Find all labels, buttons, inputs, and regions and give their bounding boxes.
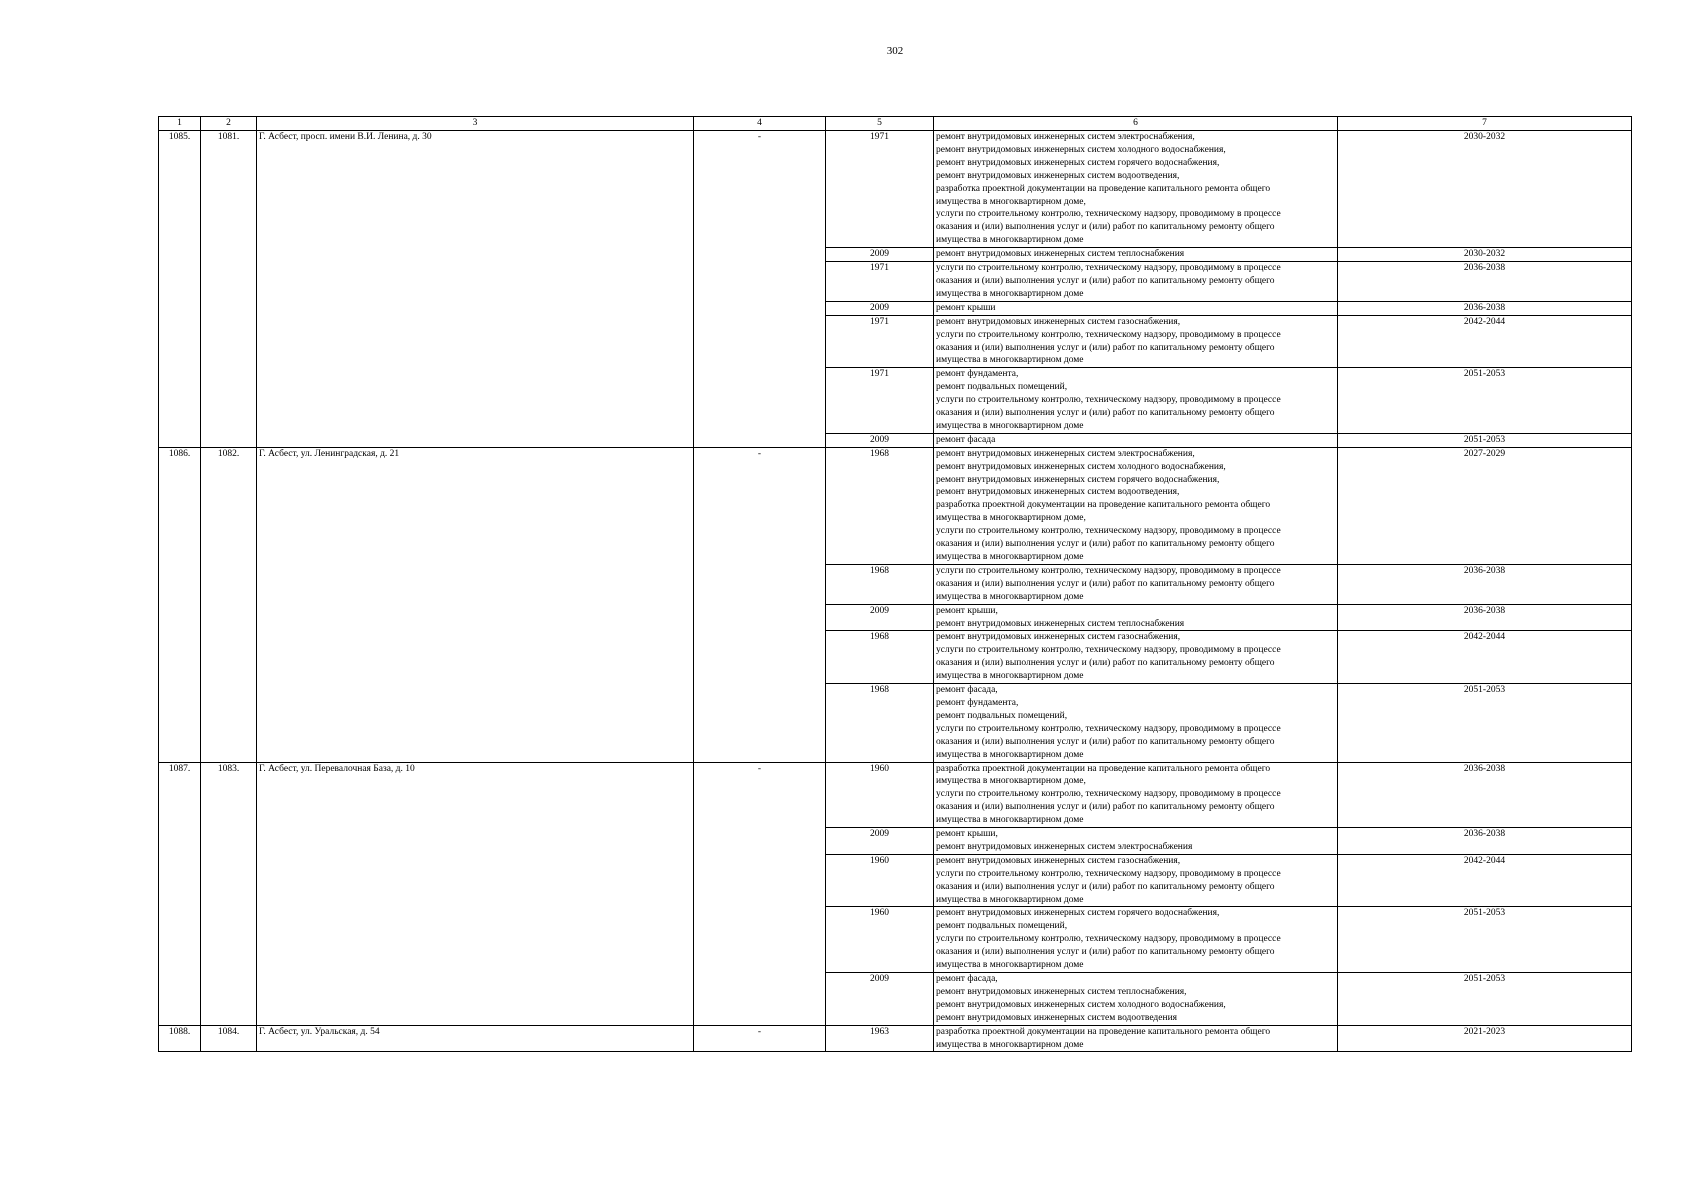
column-number-header: 3 <box>257 117 694 131</box>
column-4-cell: - <box>694 1025 826 1052</box>
works-cell: ремонт внутридомовых инженерных систем газоснабжения, услуги по строительному контролю, техническому надзору, проводимому в процессе оказания и (или) выполнения услуг и (или) работ по капитальному ремонту общего имущества в многоквартирном доме <box>934 631 1338 684</box>
period-cell: 2042-2044 <box>1338 315 1632 368</box>
year-cell: 1968 <box>826 564 934 604</box>
column-number-header: 2 <box>201 117 257 131</box>
year-cell: 1960 <box>826 907 934 973</box>
works-cell: ремонт фасада, ремонт фундамента, ремонт подвальных помещений, услуги по строительному контролю, техническому надзору, проводимому в процессе оказания и (или) выполнения услуг и (или) работ по капитальному ремонту общего имущества в многоквартирном доме <box>934 684 1338 762</box>
page-number: 302 <box>886 45 904 57</box>
address-cell: Г. Асбест, ул. Ленинградская, д. 21 <box>257 447 694 762</box>
period-cell: 2021-2023 <box>1338 1025 1632 1052</box>
works-cell: ремонт внутридомовых инженерных систем теплоснабжения <box>934 248 1338 262</box>
works-cell: ремонт крыши <box>934 301 1338 315</box>
year-cell: 2009 <box>826 604 934 631</box>
year-cell: 1971 <box>826 315 934 368</box>
row-number-cell: 1088. <box>159 1025 201 1052</box>
column-4-cell: - <box>694 762 826 1025</box>
table-row <box>159 1025 1632 1052</box>
row-number-cell: 1086. <box>159 447 201 762</box>
row-number-cell: 1085. <box>159 131 201 448</box>
capital-repair-table <box>158 116 1632 1052</box>
works-cell: ремонт внутридомовых инженерных систем горячего водоснабжения, ремонт подвальных помещений, услуги по строительному контролю, техническому надзору, проводимому в процессе оказания и (или) выполнения услуг и (или) работ по капитальному ремонту общего имущества в многоквартирном доме <box>934 907 1338 973</box>
period-cell: 2051-2053 <box>1338 973 1632 1026</box>
year-cell: 1968 <box>826 631 934 684</box>
year-cell: 2009 <box>826 973 934 1026</box>
table-row <box>159 762 1632 828</box>
column-number-row <box>159 117 1632 131</box>
works-cell: ремонт фасада, ремонт внутридомовых инженерных систем теплоснабжения, ремонт внутридомовых инженерных систем холодного водоснабжения, ремонт внутридомовых инженерных систем водоотведения <box>934 973 1338 1026</box>
year-cell: 2009 <box>826 248 934 262</box>
column-number-header: 4 <box>694 117 826 131</box>
column-4-cell: - <box>694 447 826 762</box>
year-cell: 2009 <box>826 301 934 315</box>
column-number-header: 6 <box>934 117 1338 131</box>
works-cell: ремонт внутридомовых инженерных систем электроснабжения, ремонт внутридомовых инженерных систем холодного водоснабжения, ремонт внутридомовых инженерных систем горячего водоснабжения, ремонт внутридомовых инженерных систем водоотведения, разработка проектной документации на проведение капитального ремонта общего имущества в многоквартирном доме, услуги по строительному контролю, техническому надзору, проводимому в процессе оказания и (или) выполнения услуг и (или) работ по капитальному ремонту общего имущества в многоквартирном доме <box>934 131 1338 248</box>
period-cell: 2036-2038 <box>1338 564 1632 604</box>
period-cell: 2042-2044 <box>1338 854 1632 907</box>
year-cell: 2009 <box>826 828 934 855</box>
period-cell: 2036-2038 <box>1338 762 1632 828</box>
year-cell: 1971 <box>826 368 934 434</box>
works-cell: ремонт крыши, ремонт внутридомовых инженерных систем теплоснабжения <box>934 604 1338 631</box>
period-cell: 2036-2038 <box>1338 301 1632 315</box>
table-row <box>159 131 1632 248</box>
house-number-cell: 1083. <box>201 762 257 1025</box>
works-cell: ремонт внутридомовых инженерных систем электроснабжения, ремонт внутридомовых инженерных систем холодного водоснабжения, ремонт внутридомовых инженерных систем горячего водоснабжения, ремонт внутридомовых инженерных систем водоотведения, разработка проектной документации на проведение капитального ремонта общего имущества в многоквартирном доме, услуги по строительному контролю, техническому надзору, проводимому в процессе оказания и (или) выполнения услуг и (или) работ по капитальному ремонту общего имущества в многоквартирном доме <box>934 447 1338 564</box>
works-cell: услуги по строительному контролю, техническому надзору, проводимому в процессе оказания и (или) выполнения услуг и (или) работ по капитальному ремонту общего имущества в многоквартирном доме <box>934 564 1338 604</box>
table-row <box>159 447 1632 564</box>
year-cell: 1960 <box>826 762 934 828</box>
column-number-header: 7 <box>1338 117 1632 131</box>
address-cell: Г. Асбест, ул. Уральская, д. 54 <box>257 1025 694 1052</box>
works-cell: ремонт фасада <box>934 433 1338 447</box>
works-cell: ремонт фундамента, ремонт подвальных помещений, услуги по строительному контролю, техническому надзору, проводимому в процессе оказания и (или) выполнения услуг и (или) работ по капитальному ремонту общего имущества в многоквартирном доме <box>934 368 1338 434</box>
year-cell: 1968 <box>826 447 934 564</box>
period-cell: 2030-2032 <box>1338 131 1632 248</box>
period-cell: 2036-2038 <box>1338 262 1632 302</box>
year-cell: 1971 <box>826 131 934 248</box>
period-cell: 2042-2044 <box>1338 631 1632 684</box>
works-cell: ремонт внутридомовых инженерных систем газоснабжения, услуги по строительному контролю, техническому надзору, проводимому в процессе оказания и (или) выполнения услуг и (или) работ по капитальному ремонту общего имущества в многоквартирном доме <box>934 854 1338 907</box>
year-cell: 1960 <box>826 854 934 907</box>
address-cell: Г. Асбест, ул. Перевалочная База, д. 10 <box>257 762 694 1025</box>
year-cell: 1968 <box>826 684 934 762</box>
works-cell: услуги по строительному контролю, техническому надзору, проводимому в процессе оказания и (или) выполнения услуг и (или) работ по капитальному ремонту общего имущества в многоквартирном доме <box>934 262 1338 302</box>
period-cell: 2036-2038 <box>1338 604 1632 631</box>
works-cell: разработка проектной документации на проведение капитального ремонта общего имущества в многоквартирном доме, услуги по строительному контролю, техническому надзору, проводимому в процессе оказания и (или) выполнения услуг и (или) работ по капитальному ремонту общего имущества в многоквартирном доме <box>934 762 1338 828</box>
period-cell: 2030-2032 <box>1338 248 1632 262</box>
column-4-cell: - <box>694 131 826 448</box>
house-number-cell: 1084. <box>201 1025 257 1052</box>
period-cell: 2051-2053 <box>1338 684 1632 762</box>
house-number-cell: 1081. <box>201 131 257 448</box>
row-number-cell: 1087. <box>159 762 201 1025</box>
period-cell: 2051-2053 <box>1338 907 1632 973</box>
period-cell: 2027-2029 <box>1338 447 1632 564</box>
period-cell: 2051-2053 <box>1338 433 1632 447</box>
period-cell: 2051-2053 <box>1338 368 1632 434</box>
column-number-header: 5 <box>826 117 934 131</box>
works-cell: разработка проектной документации на проведение капитального ремонта общего имущества в многоквартирном доме <box>934 1025 1338 1052</box>
year-cell: 1963 <box>826 1025 934 1052</box>
works-cell: ремонт внутридомовых инженерных систем газоснабжения, услуги по строительному контролю, техническому надзору, проводимому в процессе оказания и (или) выполнения услуг и (или) работ по капитальному ремонту общего имущества в многоквартирном доме <box>934 315 1338 368</box>
house-number-cell: 1082. <box>201 447 257 762</box>
year-cell: 1971 <box>826 262 934 302</box>
works-cell: ремонт крыши, ремонт внутридомовых инженерных систем электроснабжения <box>934 828 1338 855</box>
year-cell: 2009 <box>826 433 934 447</box>
column-number-header: 1 <box>159 117 201 131</box>
period-cell: 2036-2038 <box>1338 828 1632 855</box>
address-cell: Г. Асбест, просп. имени В.И. Ленина, д. 30 <box>257 131 694 448</box>
